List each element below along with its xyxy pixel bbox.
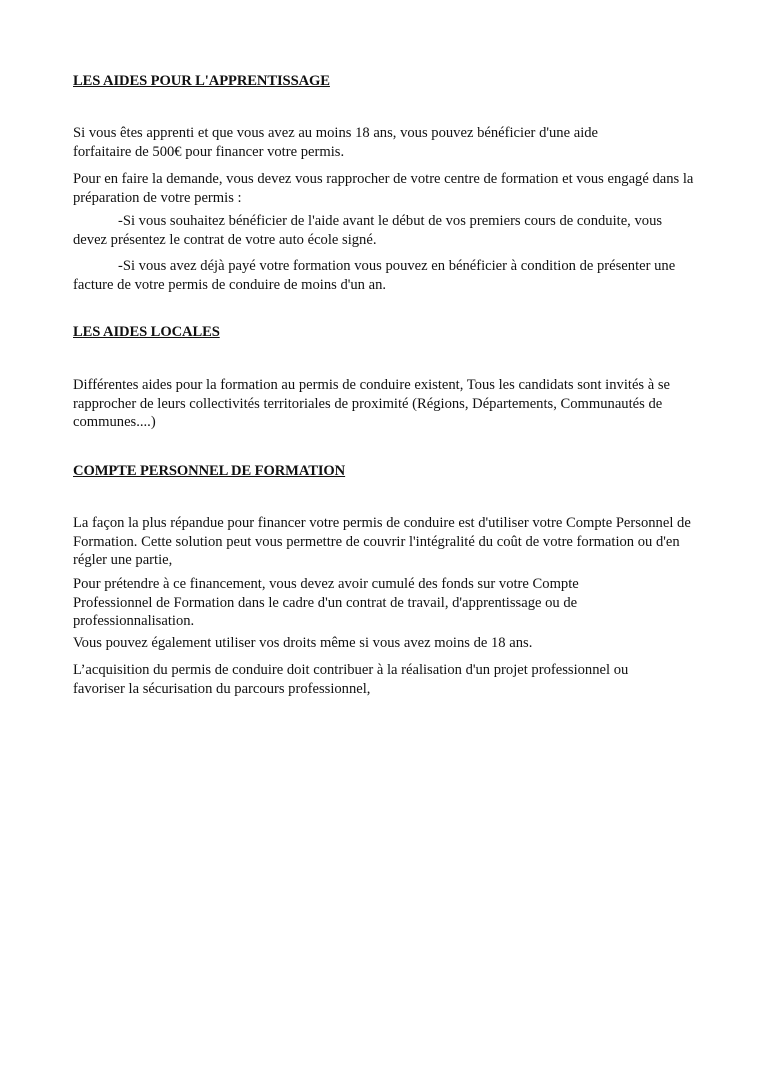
paragraph: La façon la plus répandue pour financer votre permis de conduire est d'utiliser votre Compte Personnel de Formation. Cette solution peut vous permettre de couvrir l'intégralité du coût de votre formation ou d'en régler une partie,: [73, 515, 691, 568]
paragraph-bullet: -Si vous avez déjà payé votre formation vous pouvez en bénéficier à condition de présenter une facture de votre permis de conduire de moins d'un an.: [73, 258, 676, 293]
paragraph: Différentes aides pour la formation au permis de conduire existent, Tous les candidats sont invités à se rapprocher de leurs collectivités territoriales de proximité (Régions, Départements, Communautés de communes....): [73, 377, 671, 430]
paragraph: Si vous êtes apprenti et que vous avez au moins 18 ans, vous pouvez bénéficier d'une aide forfaitaire de 500€ pour financer votre permis.: [73, 125, 599, 160]
paragraph-bullet: -Si vous souhaitez bénéficier de l'aide avant le début de vos premiers cours de conduite, vous devez présentez le contrat de votre auto école signé.: [73, 213, 663, 248]
section-heading-apprentissage: LES AIDES POUR L'APPRENTISSAGE: [73, 73, 330, 89]
paragraph: Vous pouvez également utiliser vos droits même si vous avez moins de 18 ans.: [73, 635, 533, 651]
section-heading-aides-locales: LES AIDES LOCALES: [73, 324, 220, 340]
paragraph: Pour prétendre à ce financement, vous devez avoir cumulé des fonds sur votre Compte Professionnel de Formation dans le cadre d'un contrat de travail, d'apprentissage ou de professionnalisation.: [73, 576, 579, 629]
paragraph: L’acquisition du permis de conduire doit contribuer à la réalisation d'un projet professionnel ou favoriser la sécurisation du parcours professionnel,: [73, 662, 629, 697]
paragraph: Pour en faire la demande, vous devez vous rapprocher de votre centre de formation et vous engagé dans la préparation de votre permis :: [73, 171, 694, 206]
section-heading-cpf: COMPTE PERSONNEL DE FORMATION: [73, 463, 346, 479]
